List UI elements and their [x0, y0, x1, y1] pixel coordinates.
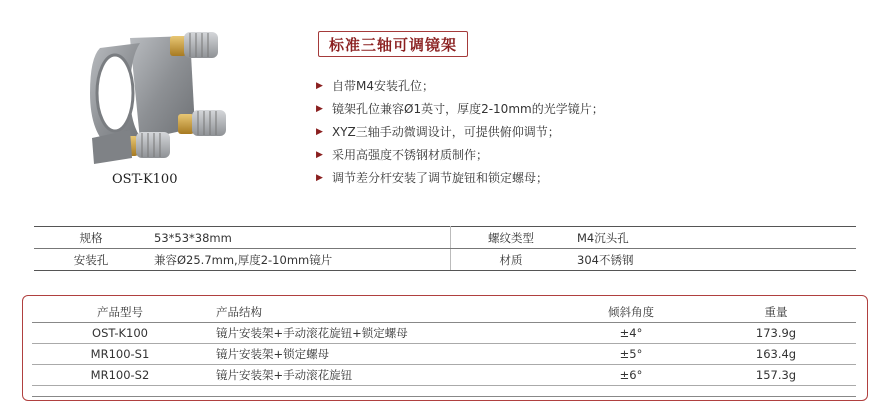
spec-label: 材质	[451, 249, 572, 271]
table-row	[32, 323, 856, 344]
spec-label: 安装孔	[34, 249, 148, 271]
cell-angle: ±6°	[566, 365, 696, 386]
spec-table	[34, 226, 856, 271]
header-structure: 产品结构	[208, 302, 566, 323]
triangle-bullet-icon: ▶	[316, 103, 323, 114]
section-title	[318, 31, 468, 57]
triangle-bullet-icon: ▶	[316, 126, 323, 137]
spec-row	[34, 249, 856, 271]
triangle-bullet-icon: ▶	[316, 172, 323, 183]
cell-structure: 镜片安装架+锁定螺母	[208, 344, 566, 365]
cell-angle: ±5°	[566, 344, 696, 365]
spec-value: 304不锈钢	[571, 249, 856, 271]
feature-item: ▶ 调节差分杆安装了调节旋钮和锁定螺母；	[316, 171, 549, 185]
spec-value: M4沉头孔	[571, 227, 856, 249]
cell-model: OST-K100	[32, 323, 208, 344]
feature-item: ▶ 自带M4安装孔位；	[316, 79, 434, 93]
table-row	[32, 365, 856, 386]
cell-angle: ±4°	[566, 323, 696, 344]
header-model: 产品型号	[32, 302, 208, 323]
cell-model: MR100-S2	[32, 365, 208, 386]
triangle-bullet-icon: ▶	[316, 149, 323, 160]
product-model-caption: OST-K100	[112, 172, 178, 187]
cell-structure: 镜片安装架+手动滚花旋钮	[208, 365, 566, 386]
spec-value: 兼容Ø25.7mm,厚度2-10mm镜片	[148, 249, 451, 271]
kinematic-mirror-mount-image	[70, 18, 240, 168]
cell-weight: 163.4g	[696, 344, 856, 365]
cell-weight: 157.3g	[696, 365, 856, 386]
spec-label: 规格	[34, 227, 148, 249]
spec-row	[34, 227, 856, 249]
feature-item: ▶ 采用高强度不锈钢材质制作；	[316, 148, 489, 162]
table-row	[32, 344, 856, 365]
spec-value: 53*53*38mm	[148, 227, 451, 249]
table-row-empty	[32, 386, 856, 397]
section-title-text: 标准三轴可调镜架	[329, 35, 458, 54]
cell-weight: 173.9g	[696, 323, 856, 344]
feature-list	[316, 74, 604, 189]
model-table	[32, 302, 856, 397]
header-weight: 重量	[696, 302, 856, 323]
feature-item: ▶ 镜架孔位兼容Ø1英寸，厚度2-10mm的光学镜片；	[316, 102, 604, 116]
model-table-header	[32, 302, 856, 323]
header-angle: 倾斜角度	[566, 302, 696, 323]
feature-item: ▶ XYZ三轴手动微调设计，可提供俯仰调节；	[316, 125, 560, 139]
triangle-bullet-icon: ▶	[316, 80, 323, 91]
spec-label: 螺纹类型	[451, 227, 572, 249]
cell-structure: 镜片安装架+手动滚花旋钮+锁定螺母	[208, 323, 566, 344]
cell-model: MR100-S1	[32, 344, 208, 365]
